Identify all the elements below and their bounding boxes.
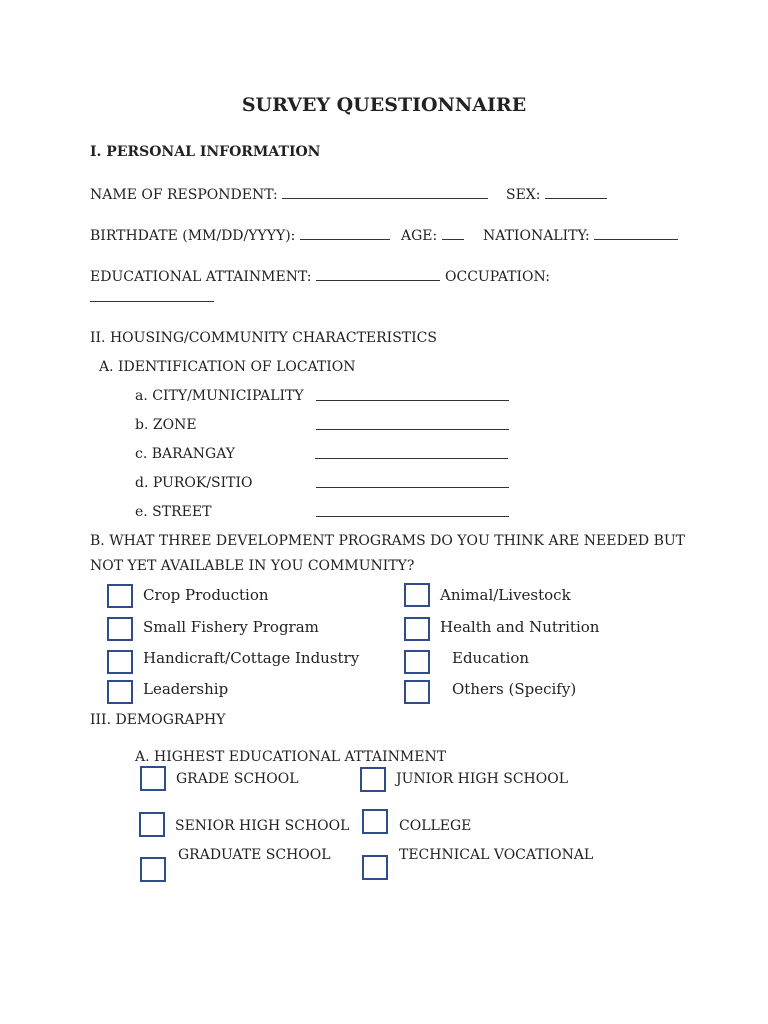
- education-row: [90, 268, 440, 286]
- section-demography-heading: III. DEMOGRAPHY: [90, 712, 226, 728]
- programs-question-line2: NOT YET AVAILABLE IN YOU COMMUNITY?: [90, 558, 415, 574]
- option-technical-vocational: TECHNICAL VOCATIONAL: [399, 847, 594, 863]
- page-title: SURVEY QUESTIONNAIRE: [241, 94, 527, 116]
- name-label: NAME OF RESPONDENT:: [90, 187, 278, 203]
- birthdate-field[interactable]: [300, 227, 390, 240]
- nationality-label: NATIONALITY:: [483, 228, 590, 244]
- occupation-field[interactable]: [90, 301, 214, 302]
- education-label: EDUCATIONAL ATTAINMENT:: [90, 269, 312, 285]
- city-field[interactable]: [316, 400, 509, 401]
- age-label: AGE:: [401, 228, 438, 244]
- location-subheading: A. IDENTIFICATION OF LOCATION: [99, 359, 356, 375]
- section-housing-heading: II. HOUSING/COMMUNITY CHARACTERISTICS: [90, 330, 437, 346]
- location-item-zone: b. ZONE: [135, 417, 197, 433]
- option-health-nutrition: Health and Nutrition: [440, 618, 600, 636]
- name-field[interactable]: [282, 186, 488, 199]
- checkbox-animal-livestock[interactable]: [404, 583, 430, 607]
- option-junior-high: JUNIOR HIGH SCHOOL: [396, 771, 569, 787]
- location-item-street: e. STREET: [135, 504, 212, 520]
- option-animal-livestock: Animal/Livestock: [440, 586, 571, 604]
- option-grade-school: GRADE SCHOOL: [176, 771, 299, 787]
- checkbox-senior-high[interactable]: [139, 812, 165, 837]
- name-row: [90, 186, 488, 204]
- age-row: [401, 227, 464, 245]
- checkbox-education[interactable]: [404, 650, 430, 674]
- birthdate-label: BIRTHDATE (MM/DD/YYYY):: [90, 228, 296, 244]
- option-graduate-school: GRADUATE SCHOOL: [178, 847, 331, 863]
- zone-field[interactable]: [316, 429, 509, 430]
- checkbox-college[interactable]: [362, 809, 388, 834]
- birthdate-row: [90, 227, 390, 245]
- sex-label: SEX:: [506, 187, 541, 203]
- sex-row: [506, 186, 607, 204]
- street-field[interactable]: [316, 516, 509, 517]
- checkbox-technical-vocational[interactable]: [362, 855, 388, 880]
- nationality-field[interactable]: [594, 227, 678, 240]
- checkbox-grade-school[interactable]: [140, 766, 166, 791]
- location-item-barangay: c. BARANGAY: [135, 446, 236, 462]
- checkbox-graduate-school[interactable]: [140, 857, 166, 882]
- sex-field[interactable]: [545, 186, 607, 199]
- education-field[interactable]: [316, 268, 440, 281]
- section-personal-heading: I. PERSONAL INFORMATION: [90, 144, 321, 160]
- checkbox-small-fishery[interactable]: [107, 617, 133, 641]
- option-others: Others (Specify): [452, 680, 577, 698]
- location-item-purok: d. PUROK/SITIO: [135, 475, 253, 491]
- age-field[interactable]: [442, 227, 464, 240]
- checkbox-handicraft[interactable]: [107, 650, 133, 674]
- attainment-subheading: A. HIGHEST EDUCATIONAL ATTAINMENT: [135, 749, 447, 765]
- checkbox-junior-high[interactable]: [360, 767, 386, 792]
- option-handicraft: Handicraft/Cottage Industry: [143, 649, 360, 667]
- option-small-fishery: Small Fishery Program: [143, 618, 319, 636]
- checkbox-crop-production[interactable]: [107, 584, 133, 608]
- option-crop-production: Crop Production: [143, 586, 269, 604]
- checkbox-health-nutrition[interactable]: [404, 617, 430, 641]
- programs-question-line1: B. WHAT THREE DEVELOPMENT PROGRAMS DO YOU THINK ARE NEEDED BUT: [90, 533, 686, 549]
- location-item-city: a. CITY/MUNICIPALITY: [135, 388, 304, 404]
- checkbox-others[interactable]: [404, 680, 430, 704]
- option-education: Education: [452, 649, 530, 667]
- purok-field[interactable]: [316, 487, 509, 488]
- option-college: COLLEGE: [399, 818, 472, 834]
- option-senior-high: SENIOR HIGH SCHOOL: [175, 818, 350, 834]
- checkbox-leadership[interactable]: [107, 680, 133, 704]
- occupation-label: OCCUPATION:: [445, 269, 550, 285]
- option-leadership: Leadership: [143, 680, 229, 698]
- barangay-field[interactable]: [315, 458, 508, 459]
- nationality-row: [483, 227, 678, 245]
